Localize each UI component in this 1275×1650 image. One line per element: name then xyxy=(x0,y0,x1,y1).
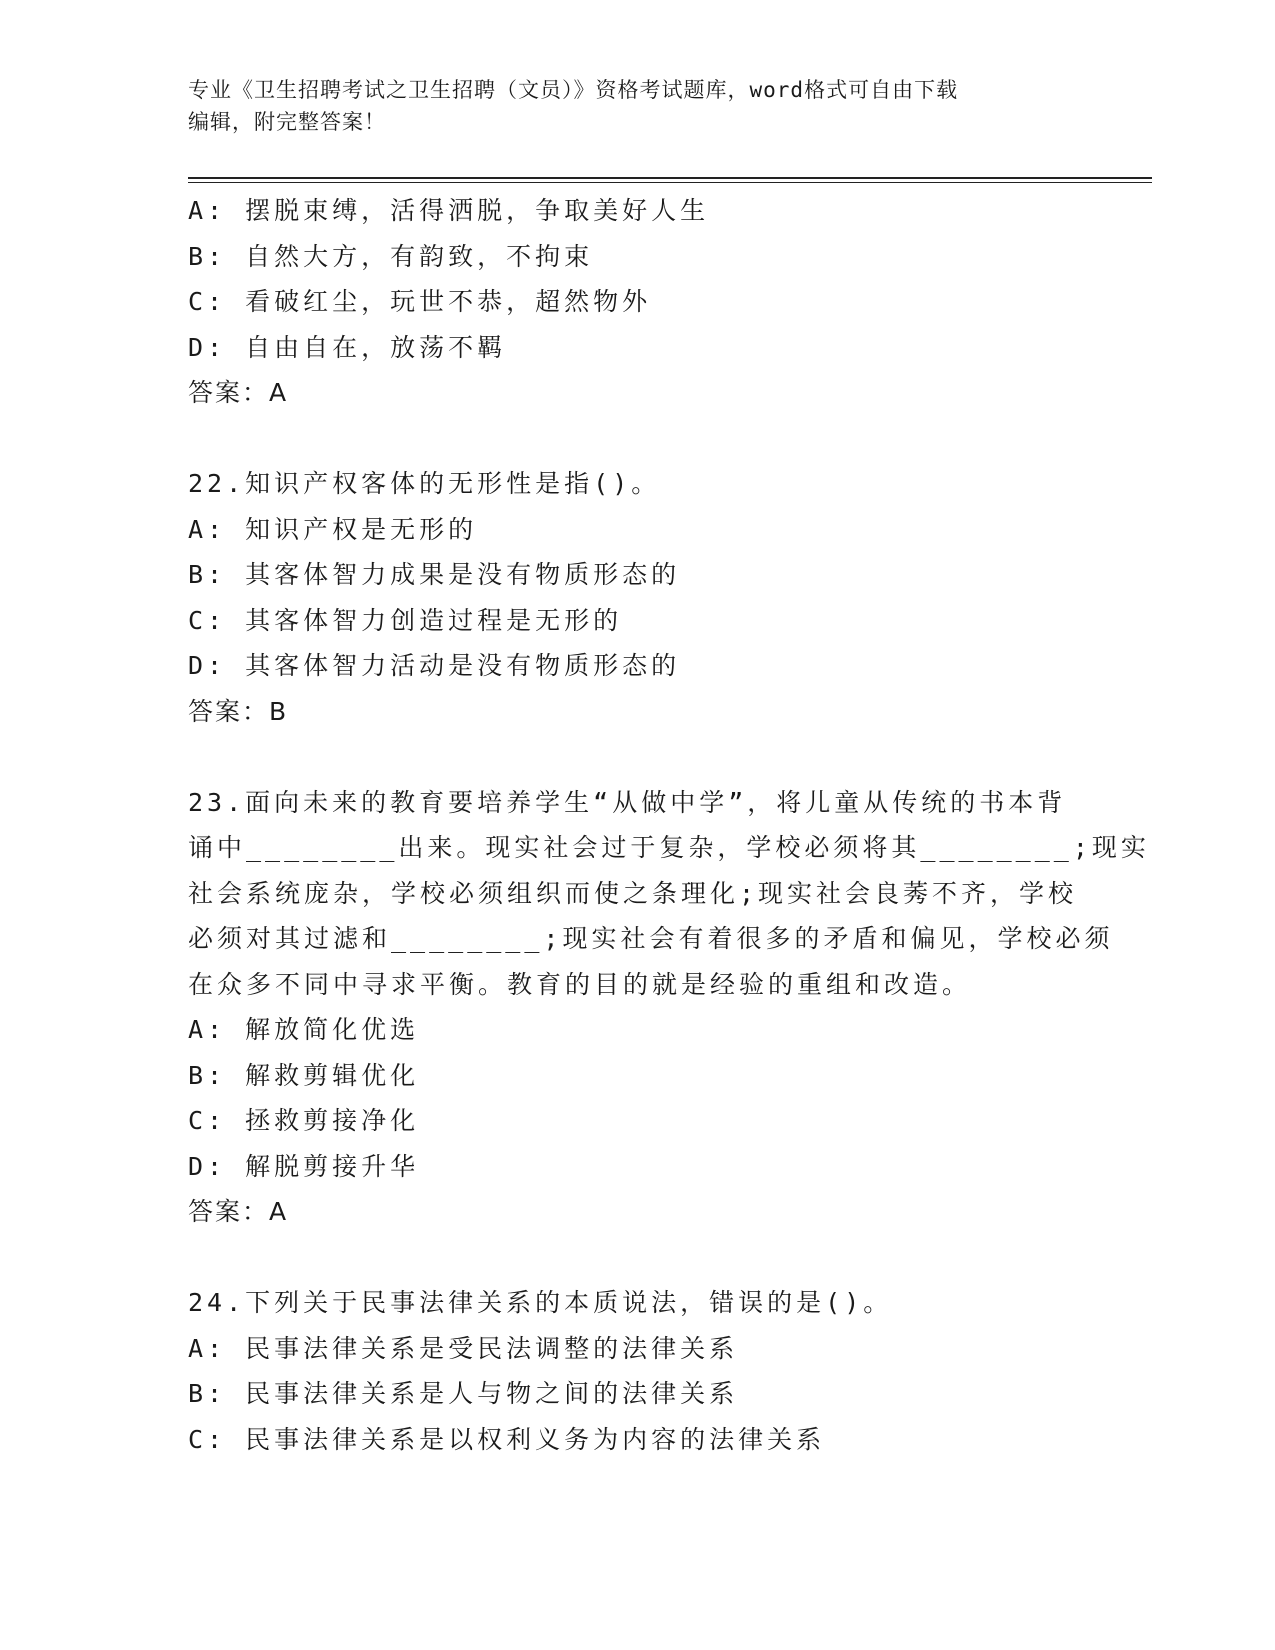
question-21 xyxy=(188,188,1088,416)
answer-line: 答案：A xyxy=(188,378,289,407)
option-c: C: 拯救剪接净化 xyxy=(188,1106,420,1135)
option-d: D: 其客体智力活动是没有物质形态的 xyxy=(188,651,681,680)
question-text-line-5: 在众多不同中寻求平衡。教育的目的就是经验的重组和改造。 xyxy=(188,969,972,999)
option-d: D: 自由自在，放荡不羁 xyxy=(188,332,507,362)
question-list xyxy=(188,188,1150,1462)
header-rule-thick xyxy=(188,177,1152,179)
question-23 xyxy=(188,780,1150,1235)
question-text-line-4: 必须对其过滤和________;现实社会有着很多的矛盾和偏见，学校必须 xyxy=(188,924,1114,953)
document-header xyxy=(188,74,1068,138)
option-d: D: 解脱剪接升华 xyxy=(188,1151,420,1181)
header-title-line-2: 编辑，附完整答案！ xyxy=(188,110,386,134)
option-a: A: 知识产权是无形的 xyxy=(188,514,478,544)
question-24 xyxy=(188,1280,1088,1462)
spacer xyxy=(188,1235,1088,1281)
question-text: 24.下列关于民事法律关系的本质说法，错误的是()。 xyxy=(188,1288,893,1317)
answer-line: 答案：B xyxy=(188,696,289,726)
option-c: C: 其客体智力创造过程是无形的 xyxy=(188,605,623,635)
option-a: A: 解放简化优选 xyxy=(188,1015,420,1044)
spacer xyxy=(188,416,1088,462)
question-text-line-1: 23.面向未来的教育要培养学生“从做中学”，将儿童从传统的书本背 xyxy=(188,787,1067,817)
header-title-line-1: 专业《卫生招聘考试之卫生招聘（文员）》资格考试题库，word格式可自由下载 xyxy=(188,78,959,102)
option-c: C: 民事法律关系是以权利义务为内容的法律关系 xyxy=(188,1424,826,1454)
spacer xyxy=(188,734,1088,780)
option-b: B: 解救剪辑优化 xyxy=(188,1060,420,1090)
option-a: A: 摆脱束缚，活得洒脱，争取美好人生 xyxy=(188,196,710,225)
option-b: B: 其客体智力成果是没有物质形态的 xyxy=(188,560,681,589)
option-b: B: 自然大方，有韵致，不拘束 xyxy=(188,241,594,271)
question-text-line-3: 社会系统庞杂，学校必须组织而使之条理化;现实社会良莠不齐，学校 xyxy=(188,878,1078,908)
header-rule-thin xyxy=(188,182,1152,183)
option-a: A: 民事法律关系是受民法调整的法律关系 xyxy=(188,1333,739,1363)
question-22 xyxy=(188,461,1088,734)
question-text: 22.知识产权客体的无形性是指()。 xyxy=(188,469,661,498)
question-text-line-2: 诵中________出来。现实社会过于复杂，学校必须将其________;现实 xyxy=(188,833,1150,862)
option-b: B: 民事法律关系是人与物之间的法律关系 xyxy=(188,1379,739,1408)
option-c: C: 看破红尘，玩世不恭，超然物外 xyxy=(188,287,652,316)
answer-line: 答案：A xyxy=(188,1197,289,1226)
